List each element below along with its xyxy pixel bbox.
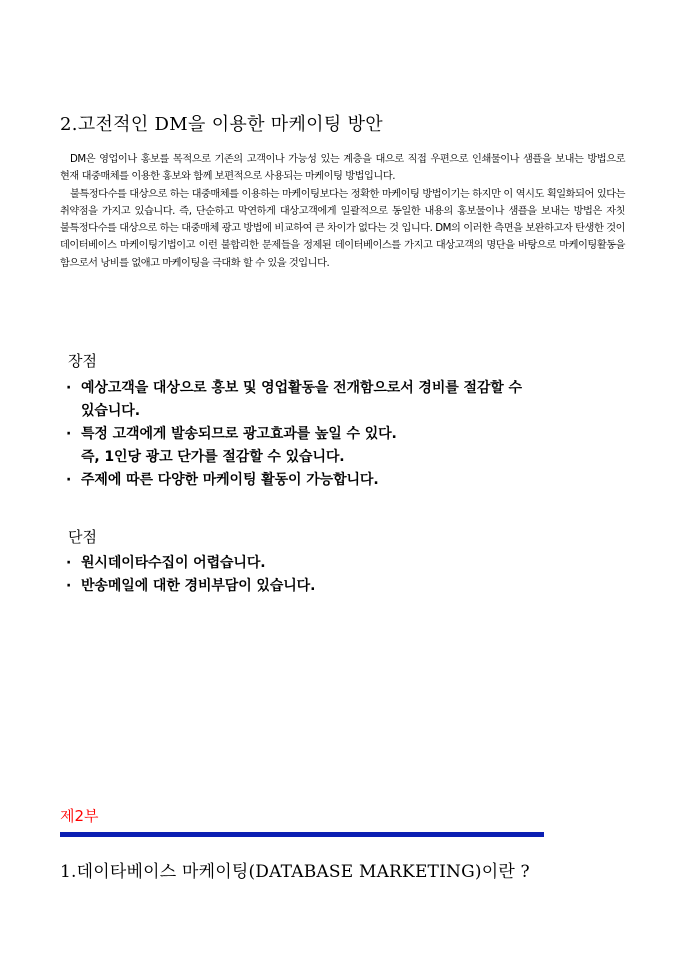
cons-heading: 단점: [68, 528, 97, 546]
pros-item-1-text: 예상고객을 대상으로 홍보 및 영업활동을 전개함으로서 경비를 절감할 수: [81, 380, 522, 396]
section-heading: 2.고전적인 DM을 이용한 마케이팅 방안: [60, 114, 383, 135]
cons-item-2-text: 반송메일에 대한 경비부담이 있습니다.: [81, 578, 316, 594]
list-item: [66, 423, 626, 446]
pros-item-2-continuation: 즉, 1인당 광고 단가를 절감할 수 있습니다.: [81, 449, 345, 465]
bullet-mark: ·: [66, 472, 72, 488]
part-divider-rule: [60, 832, 544, 837]
paragraph-dm-weakness: 불특정다수를 대상으로 하는 대중매체를 이용하는 마케이팅보다는 정확한 마케이팅 방법이기는 하지만 이 역시도 획일화되어 있다는 취약점을 가지고 있습니다. 즉, 단순하고 막연하게 대상고객에게 일괄적으로 동일한 내용의 홍보물이나 샘플을 보내는 방법은 자칫 불특정다수를 대상으로 하는 대중매체 광고 방법에 비교하여 큰 차이가 없다는 것 입니다. DM의 이러한 측면을 보완하고자 탄생한 것이 데이터베이스 마케이팅기법이고 이런 불합리한 문제들을 정제된 데이터베이스를 가지고 대상고객의 명단을 바탕으로 마케이팅활동을 함으로서 낭비를 없애고 마케이팅을 극대화 할 수 있을 것입니다.: [60, 188, 625, 269]
part-label: 제2부: [60, 807, 99, 825]
list-item: [66, 575, 626, 598]
paragraph-dm-definition: DM은 영업이나 홍보를 목적으로 기존의 고객이나 가능성 있는 계층을 대으로 직접 우편으로 인쇄물이나 샘플을 보내는 방법으로 현재 대중매체를 이용한 홍보와 함께 보편적으로 사용되는 마케이팅 방법입니다.: [60, 154, 625, 183]
list-item: [66, 469, 626, 492]
pros-list: [66, 377, 626, 492]
cons-list: [66, 552, 626, 598]
intro-body: [60, 151, 625, 272]
pros-item-1-continuation: 있습니다.: [81, 403, 140, 419]
pros-heading: 장점: [68, 352, 97, 370]
list-item: [66, 377, 626, 400]
pros-item-2-text: 특정 고객에게 발송되므로 광고효과를 높일 수 있다.: [81, 426, 397, 442]
bullet-mark: ·: [66, 578, 72, 594]
list-item: [66, 552, 626, 575]
bullet-mark: ·: [66, 426, 72, 442]
pros-item-3-text: 주제에 따른 다양한 마케이팅 활동이 가능합니다.: [81, 472, 379, 488]
bullet-mark: ·: [66, 555, 72, 571]
database-marketing-heading: 1.데이타베이스 마케이팅(DATABASE MARKETING)이란 ?: [60, 862, 530, 882]
cons-item-1-text: 원시데이타수집이 어렵습니다.: [81, 555, 266, 571]
bullet-mark: ·: [66, 380, 72, 396]
